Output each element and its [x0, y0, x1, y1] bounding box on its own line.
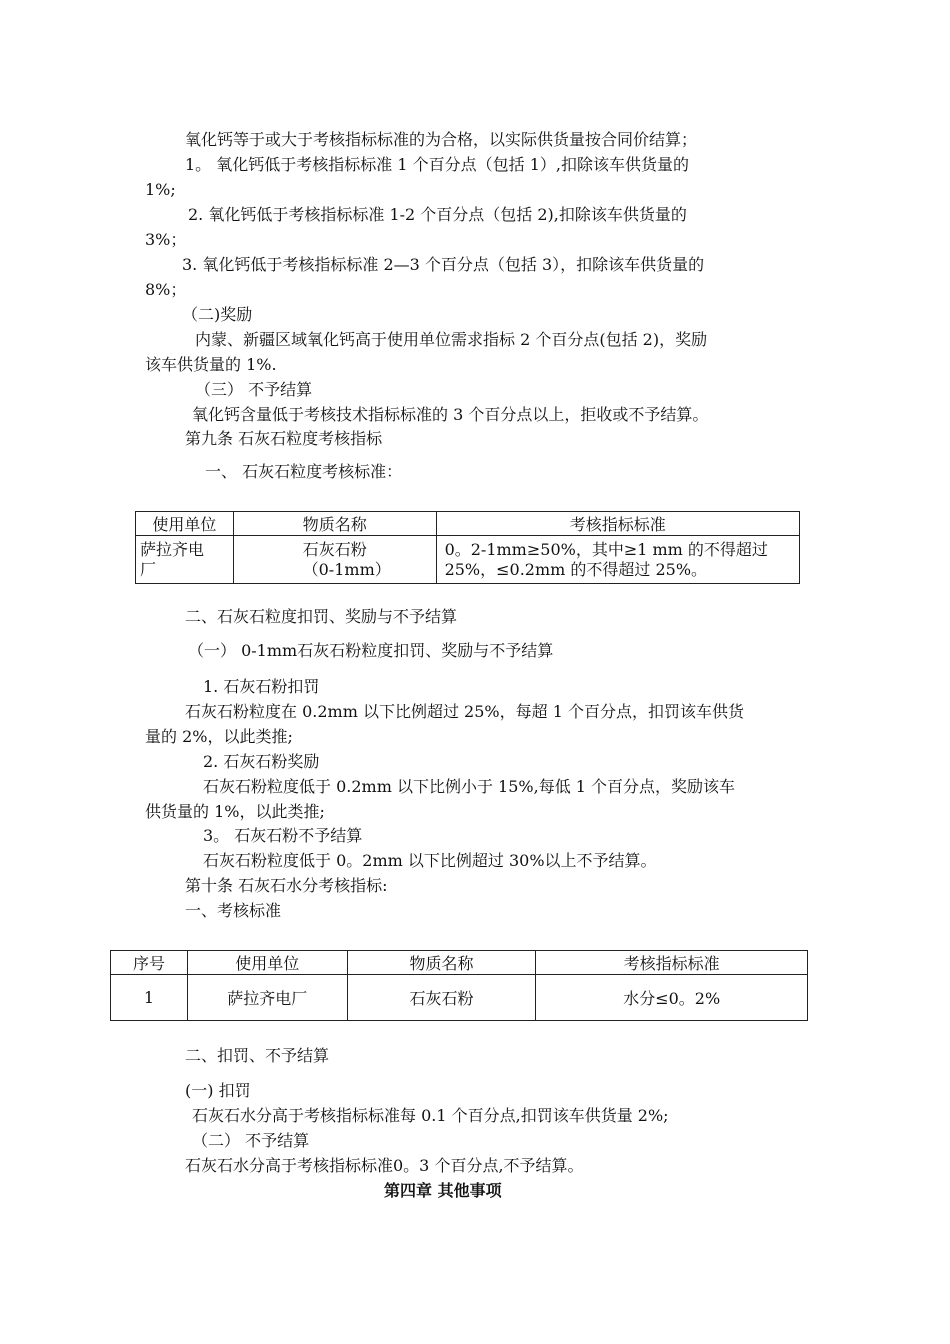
- deduction-item-1-cont: 1%;: [145, 180, 176, 199]
- table-header-unit: 使用单位: [187, 951, 347, 975]
- item-1-text-cont: 量的 2%，以此类推;: [145, 727, 293, 746]
- item-2-text-cont: 供货量的 1%，以此类推;: [145, 802, 325, 821]
- no-settle-text: 氧化钙含量低于考核技术指标标准的 3 个百分点以上，拒收或不予结算。: [192, 405, 709, 424]
- deduction-item-1: 1。 氧化钙低于考核指标标准 1 个百分点（包括 1）,扣除该车供货量的: [185, 155, 689, 174]
- table-cell-material: 石灰石粉: [347, 975, 536, 1021]
- reward-text-cont: 该车供货量的 1%.: [145, 355, 277, 374]
- item-3-text: 石灰石粉粒度低于 0。2mm 以下比例超过 30%以上不予结算。: [203, 851, 657, 870]
- table-cell-standard: 水分≤0。2%: [536, 975, 808, 1021]
- granularity-table: [135, 511, 800, 584]
- table-header-standard: 考核指标标准: [536, 951, 808, 975]
- article-10-title: 第十条 石灰石水分考核指标:: [185, 876, 388, 895]
- deduction-item-2-cont: 3%；: [145, 230, 187, 249]
- reward-heading: （二)奖励: [182, 305, 253, 324]
- table-row: [111, 975, 808, 1021]
- no-settle-heading-2: （二） 不予结算: [192, 1131, 310, 1150]
- item-1-title: 1. 石灰石粉扣罚: [203, 677, 320, 696]
- article-9-subheading-1: 一、 石灰石粒度考核标准：: [205, 462, 403, 481]
- item-2-title: 2. 石灰石粉奖励: [203, 752, 320, 771]
- article-9-subheading-2: 二、石灰石粒度扣罚、奖励与不予结算: [185, 607, 458, 626]
- table-header-material: 物质名称: [233, 512, 436, 536]
- table-cell-unit: 萨拉齐电厂: [187, 975, 347, 1021]
- deduction-item-2: 2. 氧化钙低于考核指标标准 1-2 个百分点（包括 2),扣除该车供货量的: [188, 205, 687, 224]
- table-cell-standard: 0。2-1mm≥50%，其中≥1 mm 的不得超过 25%，≤0.2mm 的不得超过 25%。: [436, 536, 799, 584]
- table-cell-unit: 萨拉齐电 厂: [136, 536, 234, 584]
- table-cell-material: 石灰石粉 （0-1mm）: [233, 536, 436, 584]
- article-9-title: 第九条 石灰石粒度考核指标: [185, 429, 383, 448]
- moisture-table: [110, 950, 808, 1021]
- table-cell-index: 1: [111, 975, 188, 1021]
- no-settle-heading: （三） 不予结算: [195, 380, 313, 399]
- penalty-text: 石灰石水分高于考核指标标准每 0.1 个百分点,扣罚该车供货量 2%;: [192, 1106, 669, 1125]
- article-10-subheading-1: 一、考核标准: [185, 901, 282, 920]
- deduction-item-3: 3. 氧化钙低于考核指标标准 2—3 个百分点（包括 3），扣除该车供货量的: [182, 255, 705, 274]
- penalty-heading: (一) 扣罚: [185, 1081, 251, 1100]
- item-3-title: 3。 石灰石粉不予结算: [203, 826, 363, 845]
- table-row: [136, 536, 800, 584]
- table-header-unit: 使用单位: [136, 512, 234, 536]
- table-header-standard: 考核指标标准: [436, 512, 799, 536]
- paragraph-qualified: 氧化钙等于或大于考核指标标准的为合格，以实际供货量按合同价结算；: [185, 130, 698, 149]
- deduction-item-3-cont: 8%；: [145, 280, 187, 299]
- reward-text: 内蒙、新疆区域氧化钙高于使用单位需求指标 2 个百分点(包括 2)，奖励: [195, 330, 708, 349]
- no-settle-text-2: 石灰石水分高于考核指标标准0。3 个百分点,不予结算。: [185, 1156, 584, 1175]
- article-10-subheading-2: 二、扣罚、不予结算: [185, 1046, 330, 1065]
- item-1-text: 石灰石粉粒度在 0.2mm 以下比例超过 25%，每超 1 个百分点，扣罚该车供货: [185, 702, 744, 721]
- table-header-material: 物质名称: [347, 951, 536, 975]
- item-2-text: 石灰石粉粒度低于 0.2mm 以下比例小于 15%,每低 1 个百分点，奖励该车: [203, 777, 736, 796]
- table-header-index: 序号: [111, 951, 188, 975]
- chapter-4-title: 第四章 其他事项: [384, 1181, 502, 1200]
- article-9-subheading-2-1: （一） 0-1mm石灰石粉粒度扣罚、奖励与不予结算: [188, 641, 554, 660]
